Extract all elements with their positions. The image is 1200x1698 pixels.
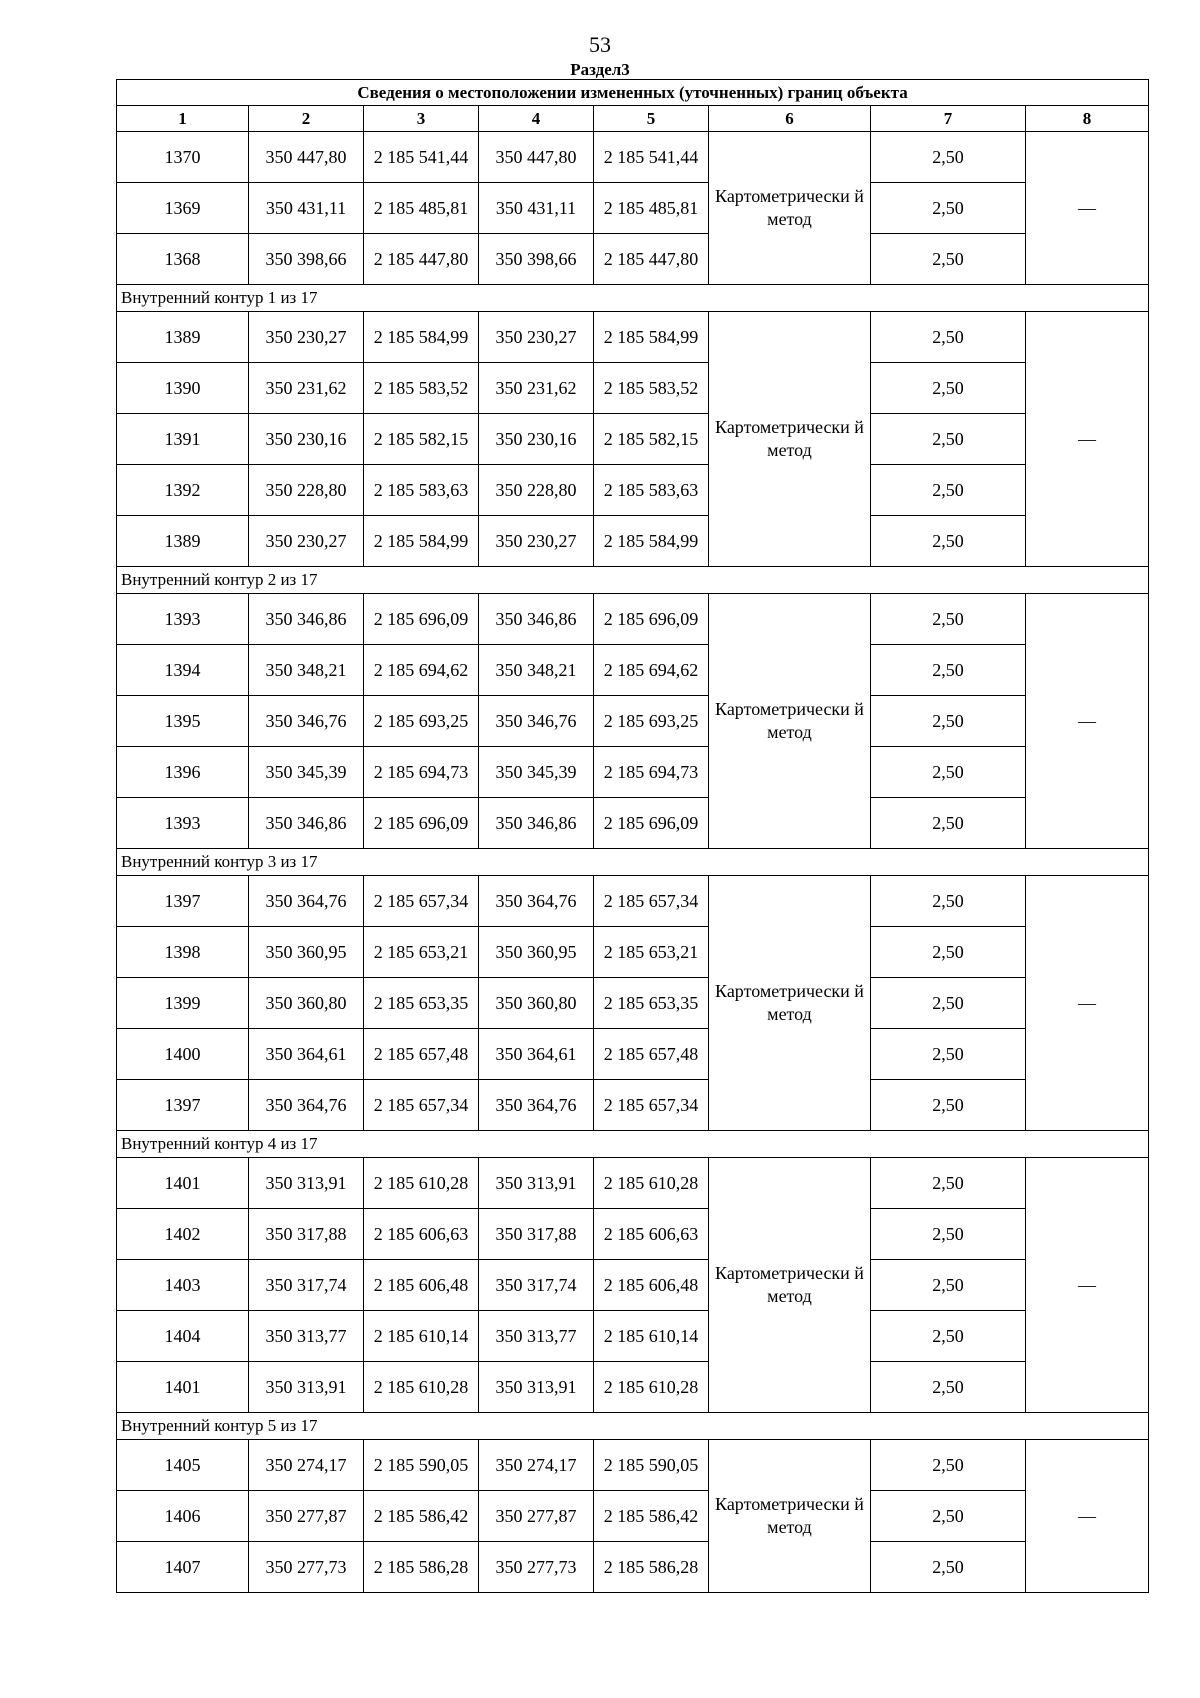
y-coordinate-existing: 2 185 694,73 (364, 747, 479, 798)
accuracy-value: 2,50 (871, 876, 1026, 927)
x-coordinate-existing: 350 346,76 (249, 696, 364, 747)
table-row (117, 132, 1149, 183)
column-header-row (117, 106, 1149, 132)
table-row (117, 234, 1149, 285)
point-number: 1394 (117, 645, 249, 696)
point-number: 1397 (117, 876, 249, 927)
method-cell: Картометрически й метод (709, 1158, 871, 1413)
y-coordinate-existing: 2 185 590,05 (364, 1440, 479, 1491)
table-row (117, 1029, 1149, 1080)
point-number: 1389 (117, 516, 249, 567)
x-coordinate-existing: 350 364,61 (249, 1029, 364, 1080)
table-row (117, 1158, 1149, 1209)
y-coordinate-new: 2 185 693,25 (594, 696, 709, 747)
x-coordinate-new: 350 277,87 (479, 1491, 594, 1542)
table-row (117, 798, 1149, 849)
x-coordinate-existing: 350 346,86 (249, 798, 364, 849)
accuracy-value: 2,50 (871, 1311, 1026, 1362)
accuracy-value: 2,50 (871, 594, 1026, 645)
contour-heading-row (117, 567, 1149, 594)
x-coordinate-existing: 350 398,66 (249, 234, 364, 285)
x-coordinate-existing: 350 346,86 (249, 594, 364, 645)
table-row (117, 414, 1149, 465)
contour-heading-row (117, 285, 1149, 312)
y-coordinate-new: 2 185 606,48 (594, 1260, 709, 1311)
method-cell: Картометрически й метод (709, 312, 871, 567)
column-header-5: 5 (594, 106, 709, 132)
x-coordinate-existing: 350 313,91 (249, 1158, 364, 1209)
y-coordinate-new: 2 185 696,09 (594, 594, 709, 645)
table-row (117, 927, 1149, 978)
x-coordinate-new: 350 360,80 (479, 978, 594, 1029)
y-coordinate-existing: 2 185 653,21 (364, 927, 479, 978)
point-number: 1398 (117, 927, 249, 978)
y-coordinate-new: 2 185 610,28 (594, 1158, 709, 1209)
y-coordinate-existing: 2 185 657,34 (364, 1080, 479, 1131)
y-coordinate-new: 2 185 582,15 (594, 414, 709, 465)
y-coordinate-new: 2 185 590,05 (594, 1440, 709, 1491)
x-coordinate-existing: 350 277,87 (249, 1491, 364, 1542)
table-row (117, 1440, 1149, 1491)
point-number: 1403 (117, 1260, 249, 1311)
point-number: 1393 (117, 798, 249, 849)
table-row (117, 183, 1149, 234)
accuracy-value: 2,50 (871, 132, 1026, 183)
accuracy-value: 2,50 (871, 798, 1026, 849)
x-coordinate-existing: 350 360,80 (249, 978, 364, 1029)
y-coordinate-new: 2 185 694,73 (594, 747, 709, 798)
point-number: 1396 (117, 747, 249, 798)
x-coordinate-new: 350 447,80 (479, 132, 594, 183)
method-cell: Картометрически й метод (709, 594, 871, 849)
y-coordinate-new: 2 185 586,42 (594, 1491, 709, 1542)
accuracy-value: 2,50 (871, 1029, 1026, 1080)
point-number: 1395 (117, 696, 249, 747)
column-header-7: 7 (871, 106, 1026, 132)
accuracy-value: 2,50 (871, 465, 1026, 516)
table-row (117, 1491, 1149, 1542)
accuracy-value: 2,50 (871, 645, 1026, 696)
x-coordinate-existing: 350 431,11 (249, 183, 364, 234)
y-coordinate-new: 2 185 657,34 (594, 1080, 709, 1131)
empty-dash-cell: — (1026, 594, 1149, 849)
x-coordinate-existing: 350 447,80 (249, 132, 364, 183)
table-caption: Сведения о местоположении измененных (уточненных) границ объекта (117, 80, 1149, 106)
point-number: 1404 (117, 1311, 249, 1362)
y-coordinate-existing: 2 185 653,35 (364, 978, 479, 1029)
table-row (117, 1362, 1149, 1413)
x-coordinate-new: 350 346,86 (479, 798, 594, 849)
y-coordinate-existing: 2 185 610,28 (364, 1362, 479, 1413)
contour-label: Внутренний контур 3 из 17 (117, 849, 1149, 876)
table-row (117, 1542, 1149, 1593)
x-coordinate-new: 350 313,91 (479, 1158, 594, 1209)
contour-heading-row (117, 1131, 1149, 1158)
point-number: 1400 (117, 1029, 249, 1080)
y-coordinate-new: 2 185 696,09 (594, 798, 709, 849)
table-row (117, 747, 1149, 798)
y-coordinate-existing: 2 185 584,99 (364, 312, 479, 363)
point-number: 1391 (117, 414, 249, 465)
table-row (117, 978, 1149, 1029)
y-coordinate-existing: 2 185 606,63 (364, 1209, 479, 1260)
accuracy-value: 2,50 (871, 363, 1026, 414)
empty-dash-cell: — (1026, 132, 1149, 285)
column-header-3: 3 (364, 106, 479, 132)
x-coordinate-new: 350 431,11 (479, 183, 594, 234)
x-coordinate-new: 350 398,66 (479, 234, 594, 285)
table-row (117, 516, 1149, 567)
y-coordinate-existing: 2 185 485,81 (364, 183, 479, 234)
x-coordinate-new: 350 364,76 (479, 876, 594, 927)
x-coordinate-existing: 350 345,39 (249, 747, 364, 798)
y-coordinate-existing: 2 185 583,52 (364, 363, 479, 414)
x-coordinate-existing: 350 274,17 (249, 1440, 364, 1491)
method-cell: Картометрически й метод (709, 1440, 871, 1593)
x-coordinate-new: 350 317,74 (479, 1260, 594, 1311)
x-coordinate-existing: 350 317,74 (249, 1260, 364, 1311)
point-number: 1406 (117, 1491, 249, 1542)
x-coordinate-existing: 350 230,16 (249, 414, 364, 465)
x-coordinate-new: 350 348,21 (479, 645, 594, 696)
point-number: 1401 (117, 1158, 249, 1209)
y-coordinate-existing: 2 185 586,28 (364, 1542, 479, 1593)
x-coordinate-existing: 350 348,21 (249, 645, 364, 696)
y-coordinate-new: 2 185 583,52 (594, 363, 709, 414)
x-coordinate-new: 350 345,39 (479, 747, 594, 798)
x-coordinate-existing: 350 230,27 (249, 312, 364, 363)
method-cell: Картометрически й метод (709, 876, 871, 1131)
table-row (117, 465, 1149, 516)
table-row (117, 1080, 1149, 1131)
x-coordinate-existing: 350 230,27 (249, 516, 364, 567)
y-coordinate-existing: 2 185 541,44 (364, 132, 479, 183)
accuracy-value: 2,50 (871, 1209, 1026, 1260)
column-header-4: 4 (479, 106, 594, 132)
y-coordinate-new: 2 185 694,62 (594, 645, 709, 696)
y-coordinate-new: 2 185 586,28 (594, 1542, 709, 1593)
y-coordinate-existing: 2 185 582,15 (364, 414, 479, 465)
y-coordinate-new: 2 185 653,21 (594, 927, 709, 978)
point-number: 1390 (117, 363, 249, 414)
y-coordinate-existing: 2 185 584,99 (364, 516, 479, 567)
empty-dash-cell: — (1026, 312, 1149, 567)
y-coordinate-existing: 2 185 694,62 (364, 645, 479, 696)
x-coordinate-existing: 350 277,73 (249, 1542, 364, 1593)
contour-label: Внутренний контур 1 из 17 (117, 285, 1149, 312)
accuracy-value: 2,50 (871, 1158, 1026, 1209)
empty-dash-cell: — (1026, 1440, 1149, 1593)
contour-label: Внутренний контур 4 из 17 (117, 1131, 1149, 1158)
accuracy-value: 2,50 (871, 1491, 1026, 1542)
accuracy-value: 2,50 (871, 414, 1026, 465)
y-coordinate-new: 2 185 653,35 (594, 978, 709, 1029)
table-row (117, 312, 1149, 363)
y-coordinate-new: 2 185 485,81 (594, 183, 709, 234)
x-coordinate-new: 350 230,16 (479, 414, 594, 465)
column-header-6: 6 (709, 106, 871, 132)
contour-heading-row (117, 1413, 1149, 1440)
x-coordinate-new: 350 313,91 (479, 1362, 594, 1413)
y-coordinate-new: 2 185 584,99 (594, 312, 709, 363)
accuracy-value: 2,50 (871, 1260, 1026, 1311)
x-coordinate-new: 350 228,80 (479, 465, 594, 516)
accuracy-value: 2,50 (871, 1542, 1026, 1593)
x-coordinate-new: 350 230,27 (479, 516, 594, 567)
point-number: 1393 (117, 594, 249, 645)
x-coordinate-existing: 350 364,76 (249, 876, 364, 927)
accuracy-value: 2,50 (871, 978, 1026, 1029)
x-coordinate-new: 350 364,76 (479, 1080, 594, 1131)
x-coordinate-new: 350 317,88 (479, 1209, 594, 1260)
y-coordinate-existing: 2 185 606,48 (364, 1260, 479, 1311)
x-coordinate-new: 350 364,61 (479, 1029, 594, 1080)
accuracy-value: 2,50 (871, 312, 1026, 363)
contour-heading-row (117, 849, 1149, 876)
x-coordinate-new: 350 360,95 (479, 927, 594, 978)
empty-dash-cell: — (1026, 876, 1149, 1131)
x-coordinate-existing: 350 231,62 (249, 363, 364, 414)
page-number: 53 (589, 32, 611, 57)
x-coordinate-new: 350 277,73 (479, 1542, 594, 1593)
y-coordinate-existing: 2 185 586,42 (364, 1491, 479, 1542)
point-number: 1370 (117, 132, 249, 183)
y-coordinate-new: 2 185 610,14 (594, 1311, 709, 1362)
x-coordinate-new: 350 274,17 (479, 1440, 594, 1491)
x-coordinate-existing: 350 313,91 (249, 1362, 364, 1413)
table-row (117, 1311, 1149, 1362)
y-coordinate-new: 2 185 606,63 (594, 1209, 709, 1260)
y-coordinate-existing: 2 185 583,63 (364, 465, 479, 516)
column-header-8: 8 (1026, 106, 1149, 132)
column-header-1: 1 (117, 106, 249, 132)
point-number: 1392 (117, 465, 249, 516)
point-number: 1402 (117, 1209, 249, 1260)
table-row (117, 1260, 1149, 1311)
point-number: 1401 (117, 1362, 249, 1413)
table-body (117, 132, 1149, 1593)
y-coordinate-new: 2 185 541,44 (594, 132, 709, 183)
x-coordinate-existing: 350 364,76 (249, 1080, 364, 1131)
y-coordinate-new: 2 185 610,28 (594, 1362, 709, 1413)
point-number: 1399 (117, 978, 249, 1029)
table-row (117, 1209, 1149, 1260)
table-row (117, 594, 1149, 645)
boundary-table (116, 79, 1149, 1593)
point-number: 1405 (117, 1440, 249, 1491)
y-coordinate-existing: 2 185 447,80 (364, 234, 479, 285)
point-number: 1397 (117, 1080, 249, 1131)
accuracy-value: 2,50 (871, 1440, 1026, 1491)
y-coordinate-existing: 2 185 696,09 (364, 798, 479, 849)
y-coordinate-new: 2 185 447,80 (594, 234, 709, 285)
x-coordinate-existing: 350 313,77 (249, 1311, 364, 1362)
y-coordinate-existing: 2 185 657,34 (364, 876, 479, 927)
accuracy-value: 2,50 (871, 1080, 1026, 1131)
table-row (117, 696, 1149, 747)
y-coordinate-existing: 2 185 693,25 (364, 696, 479, 747)
x-coordinate-new: 350 346,86 (479, 594, 594, 645)
method-cell: Картометрически й метод (709, 132, 871, 285)
point-number: 1369 (117, 183, 249, 234)
table-row (117, 363, 1149, 414)
accuracy-value: 2,50 (871, 696, 1026, 747)
x-coordinate-new: 350 346,76 (479, 696, 594, 747)
contour-label: Внутренний контур 5 из 17 (117, 1413, 1149, 1440)
point-number: 1389 (117, 312, 249, 363)
y-coordinate-existing: 2 185 610,14 (364, 1311, 479, 1362)
empty-dash-cell: — (1026, 1158, 1149, 1413)
section-title: Раздел3 (570, 60, 630, 79)
x-coordinate-new: 350 313,77 (479, 1311, 594, 1362)
table-row (117, 645, 1149, 696)
x-coordinate-new: 350 230,27 (479, 312, 594, 363)
table-row (117, 876, 1149, 927)
y-coordinate-new: 2 185 584,99 (594, 516, 709, 567)
point-number: 1368 (117, 234, 249, 285)
accuracy-value: 2,50 (871, 183, 1026, 234)
y-coordinate-existing: 2 185 657,48 (364, 1029, 479, 1080)
column-header-2: 2 (249, 106, 364, 132)
x-coordinate-existing: 350 317,88 (249, 1209, 364, 1260)
contour-label: Внутренний контур 2 из 17 (117, 567, 1149, 594)
x-coordinate-existing: 350 360,95 (249, 927, 364, 978)
x-coordinate-existing: 350 228,80 (249, 465, 364, 516)
accuracy-value: 2,50 (871, 747, 1026, 798)
accuracy-value: 2,50 (871, 234, 1026, 285)
y-coordinate-new: 2 185 657,48 (594, 1029, 709, 1080)
y-coordinate-existing: 2 185 610,28 (364, 1158, 479, 1209)
x-coordinate-new: 350 231,62 (479, 363, 594, 414)
accuracy-value: 2,50 (871, 1362, 1026, 1413)
y-coordinate-existing: 2 185 696,09 (364, 594, 479, 645)
point-number: 1407 (117, 1542, 249, 1593)
y-coordinate-new: 2 185 583,63 (594, 465, 709, 516)
accuracy-value: 2,50 (871, 927, 1026, 978)
accuracy-value: 2,50 (871, 516, 1026, 567)
y-coordinate-new: 2 185 657,34 (594, 876, 709, 927)
